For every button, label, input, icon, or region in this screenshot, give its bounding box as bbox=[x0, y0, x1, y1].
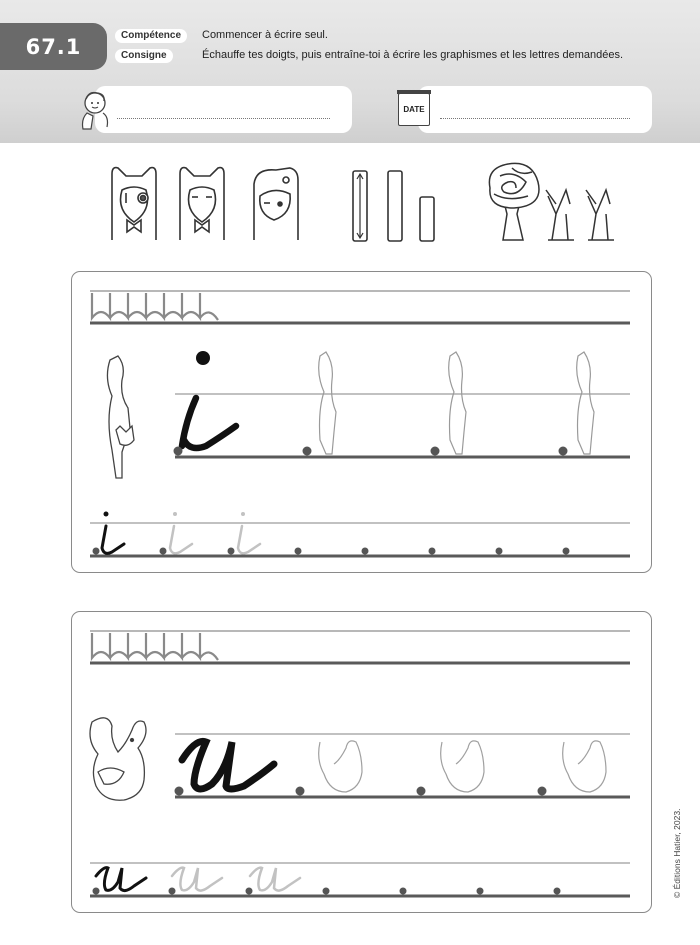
date-label: DATE bbox=[403, 105, 425, 114]
scallop-row-1 bbox=[90, 291, 630, 323]
competence-text: Commencer à écrire seul. bbox=[202, 29, 328, 41]
letter-i-practice-row bbox=[90, 512, 630, 557]
letter-u-practice-row bbox=[90, 863, 630, 896]
scallop-row-2 bbox=[90, 631, 630, 663]
letter-i-model-row bbox=[107, 351, 630, 478]
competence-label: Compétence bbox=[115, 29, 187, 43]
letter-u-model-row bbox=[90, 718, 630, 800]
consigne-label: Consigne bbox=[115, 49, 173, 63]
activity-number: 67.1 bbox=[0, 23, 107, 70]
copyright-text: © Éditions Hatier, 2023. bbox=[672, 808, 682, 898]
consigne-text: Échauffe tes doigts, puis entraîne-toi à écrire les graphismes et les lettres demandées. bbox=[202, 49, 624, 61]
